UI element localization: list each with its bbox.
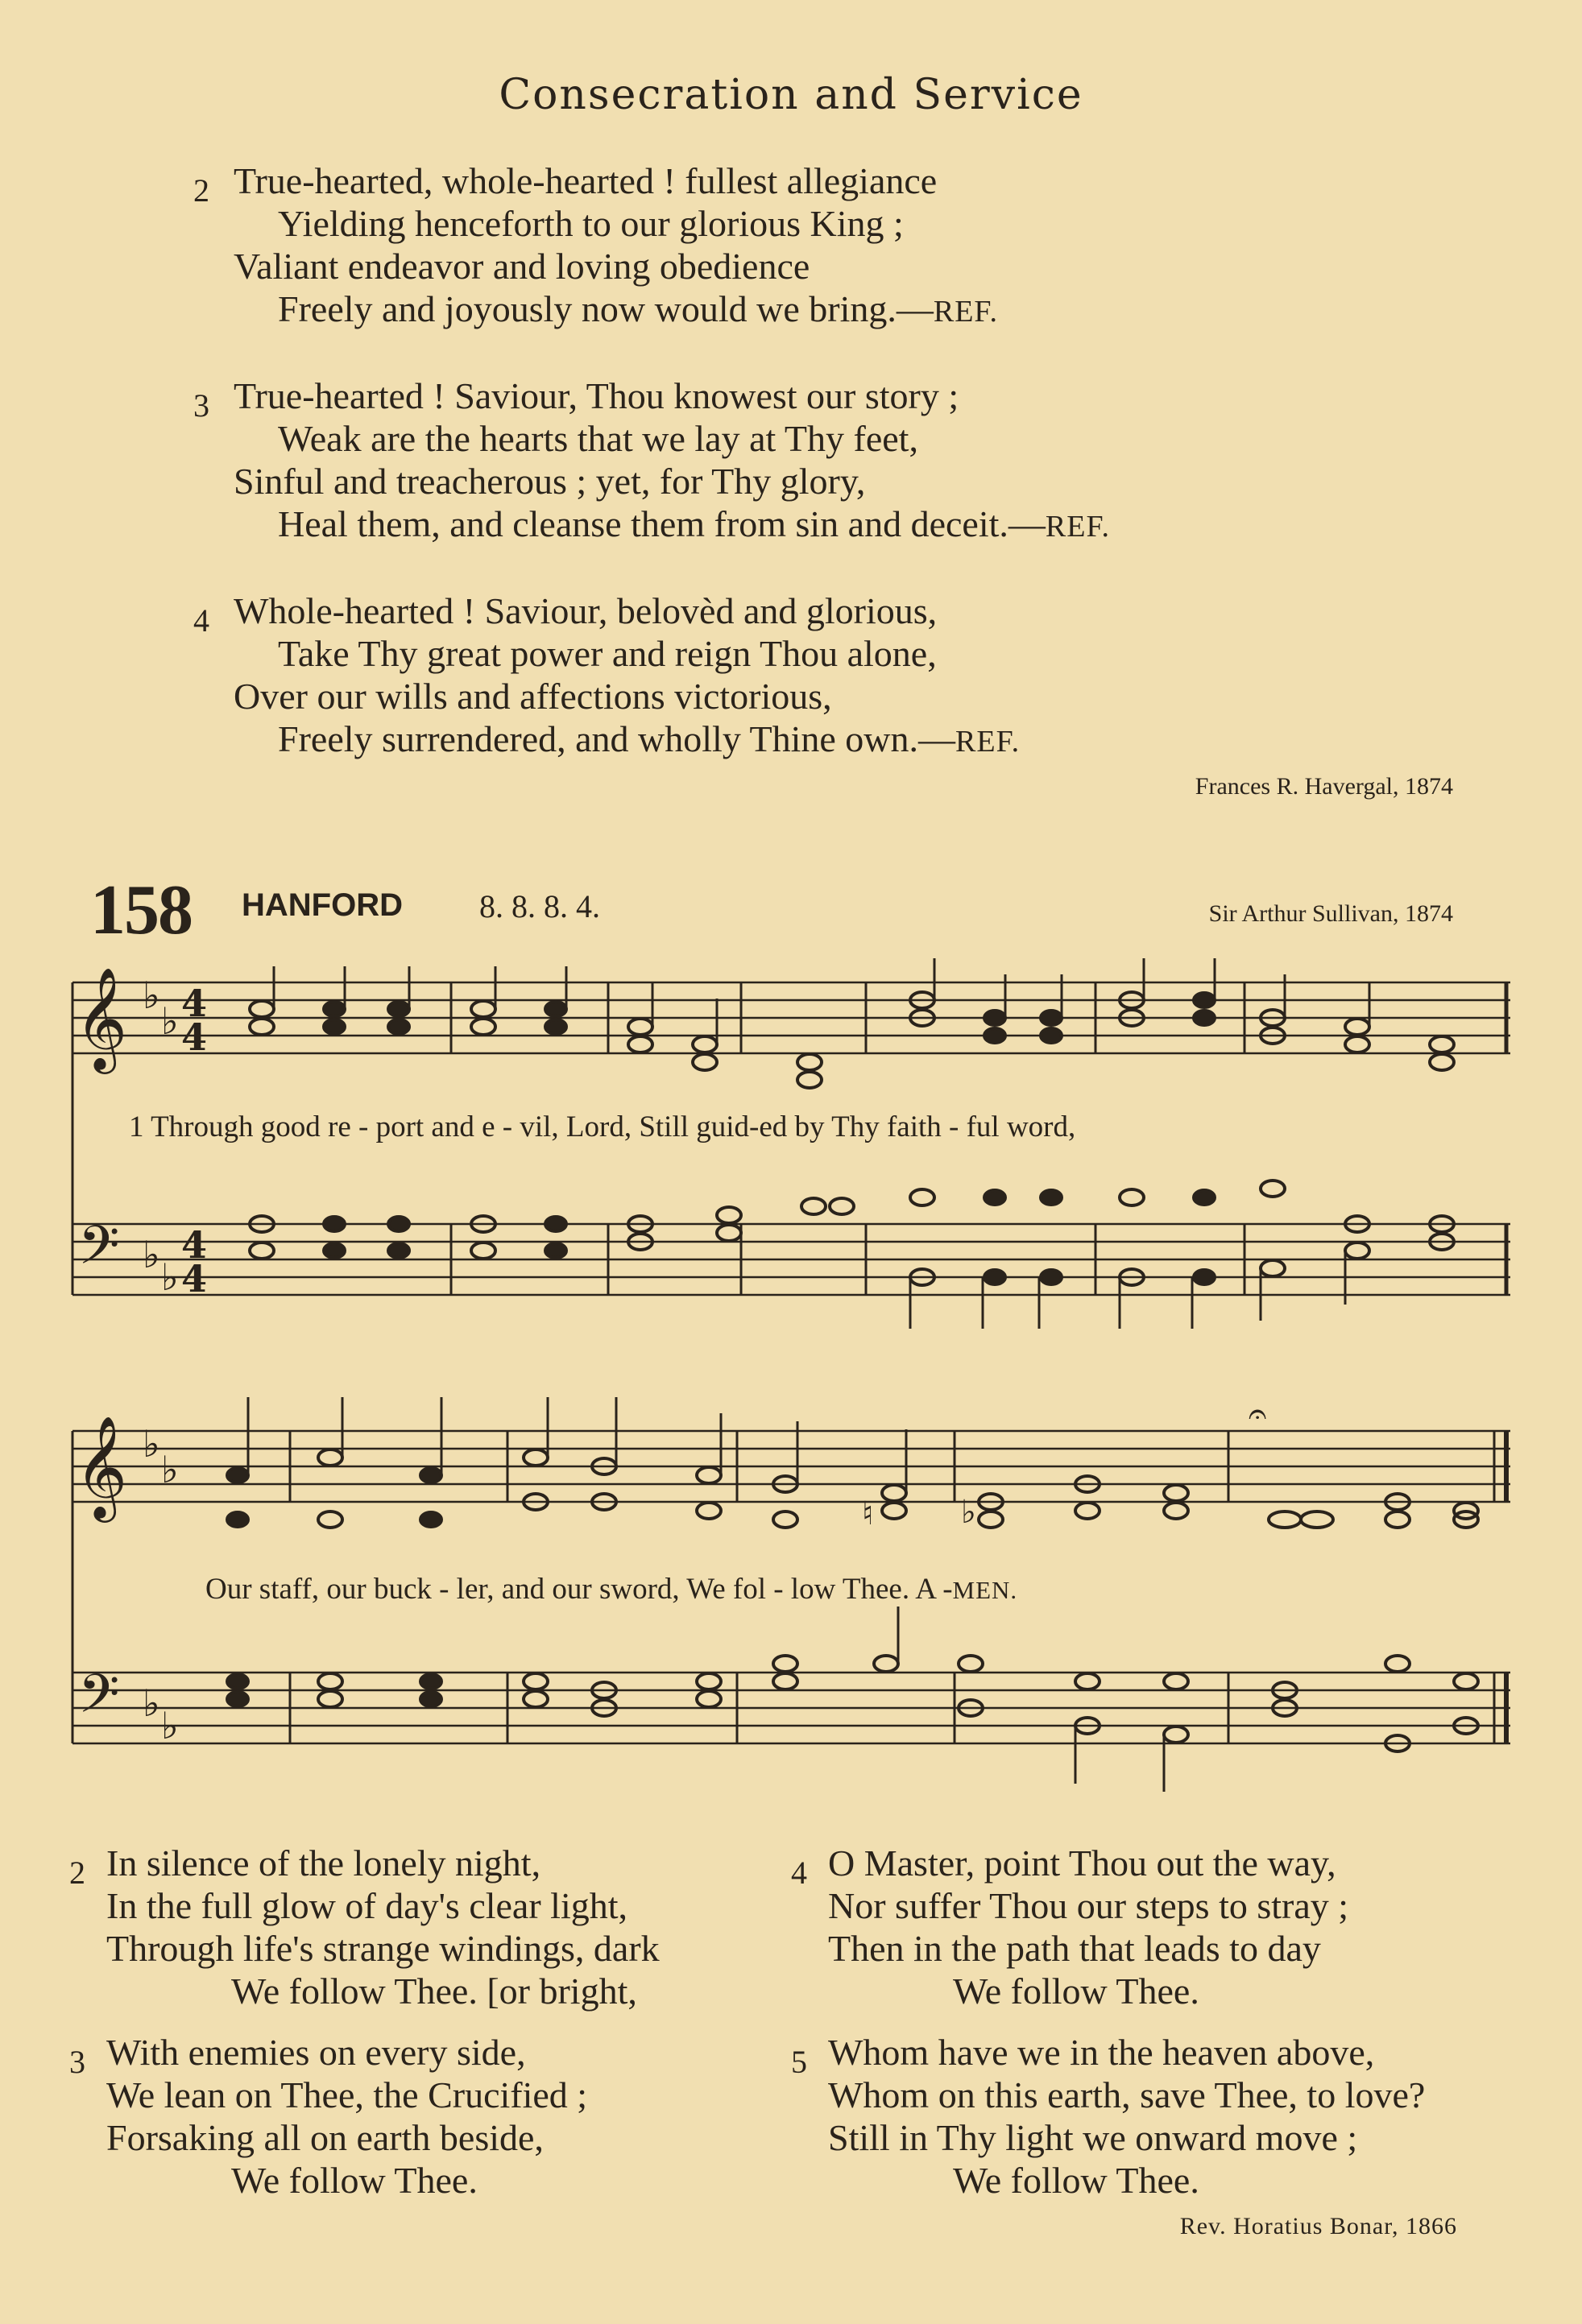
stanza-line: With enemies on every side, (106, 2032, 526, 2073)
stanza-line: Take Thy great power and reign Thou alone, (278, 633, 937, 674)
stanza-line: True-hearted ! Saviour, Thou knowest our story ; (234, 375, 959, 416)
hymn157-author: Frances R. Havergal, 1874 (1195, 773, 1453, 800)
stanza-line: We follow Thee. (953, 1970, 1199, 2012)
stanza-line: Yielding henceforth to our glorious King ; (278, 203, 904, 244)
stanza-line (234, 502, 1110, 548)
treble-staff (72, 982, 1510, 1053)
stanza-line-text: Heal them, and cleanse them from sin and deceit.— (278, 503, 1046, 544)
stanza-line (234, 717, 1020, 763)
bass-clef-icon: 𝄢 (78, 1663, 120, 1738)
bass-staff (72, 1224, 1510, 1295)
accidental-flat-icon (961, 1494, 976, 1531)
stanza-line: Whom have we in the heaven above, (828, 2032, 1375, 2073)
svg-text:♭: ♭ (161, 1448, 179, 1491)
stanza-number: 3 (69, 2044, 85, 2080)
svg-text:♮: ♮ (862, 1495, 874, 1532)
treble-clef-icon: 𝄞 (75, 966, 128, 1069)
meter: 8. 8. 8. 4. (479, 888, 600, 924)
bass-notes (227, 1656, 1478, 1751)
stanza-line: Weak are the hearts that we lay at Thy feet, (278, 418, 918, 459)
svg-text:♭: ♭ (161, 999, 179, 1043)
stanza-line: Nor suffer Thou our steps to stray ; (828, 1885, 1349, 1926)
time-signature-top: 4 (181, 1223, 208, 1267)
hymn158-author: Rev. Horatius Bonar, 1866 (1179, 2213, 1457, 2239)
hymn157-stanza-3 (193, 374, 1111, 548)
stanza-line: Then in the path that leads to day (828, 1928, 1321, 1969)
bass-staff (72, 1673, 1510, 1743)
svg-text:♭: ♭ (961, 1494, 976, 1531)
hymn158-stanza-4 (791, 1842, 1349, 2012)
amen-ending: MEN. (952, 1576, 1018, 1604)
stanza-line: We lean on Thee, the Crucified ; (106, 2074, 588, 2115)
refrain-marker: REF. (933, 295, 999, 329)
hymn-number: 158 (90, 871, 192, 949)
stanza-number: 3 (193, 387, 209, 424)
hymn158-stanza-2 (69, 1842, 660, 2012)
stanza-line: Valiant endeavor and loving obedience (234, 246, 810, 287)
treble-clef-icon: 𝄞 (75, 1415, 128, 1518)
stanza-number: 4 (791, 1855, 807, 1891)
hymn157-stanza-4 (193, 589, 1021, 763)
stanza-line: Still in Thy light we onward move ; (828, 2117, 1358, 2158)
stanza-line: We follow Thee. (953, 2160, 1199, 2201)
svg-text:♭: ♭ (143, 1681, 160, 1725)
bass-clef-icon: 𝄢 (78, 1214, 120, 1289)
svg-text:♭: ♭ (143, 1422, 160, 1466)
svg-text:♭: ♭ (143, 974, 160, 1017)
time-signature-top: 4 (181, 982, 208, 1025)
svg-text:♭: ♭ (161, 1255, 179, 1299)
time-signature-bottom: 4 (181, 1257, 208, 1301)
stanza-line: Sinful and treacherous ; yet, for Thy glory, (234, 461, 866, 502)
stanza-number: 2 (193, 172, 209, 209)
treble-notes (227, 1449, 1478, 1528)
stanza-line: Through life's strange windings, dark (106, 1928, 660, 1969)
hymn158-stanza-3 (69, 2031, 588, 2202)
page-header: Consecration and Service (499, 71, 1083, 119)
accidental-natural-icon (862, 1495, 873, 1532)
stanza-line: Whole-hearted ! Saviour, belovèd and glorious, (234, 590, 938, 631)
hymn157-stanza-2 (193, 159, 999, 333)
composer: Sir Arthur Sullivan, 1874 (1208, 900, 1453, 927)
bass-notes (250, 1181, 1454, 1285)
stanza-line (234, 287, 998, 333)
stanza-line: Over our wills and affections victorious, (234, 676, 832, 717)
stanza-number: 5 (791, 2044, 807, 2080)
stanza-line: We follow Thee. [or bright, (231, 1970, 637, 2012)
tune-name: HANFORD (242, 887, 403, 923)
stanza-line: Whom on this earth, save Thee, to love? (828, 2074, 1426, 2115)
hymn158-stanza-5 (791, 2031, 1426, 2202)
stanza-line-text: Freely and joyously now would we bring.— (278, 288, 934, 329)
fermata-icon: 𝄐 (1249, 1396, 1267, 1433)
stanza-line: O Master, point Thou out the way, (828, 1842, 1336, 1884)
lyrics-line-1: 1 Through good re - port and e - vil, Lord, Still guid-ed by Thy faith - ful word, (129, 1110, 1076, 1143)
refrain-marker: REF. (1045, 510, 1111, 544)
treble-stems (248, 1397, 906, 1493)
lyrics-line-2-words: Our staff, our buck - ler, and our sword, We fol - low Thee. A - (205, 1573, 953, 1606)
time-signature-bottom: 4 (181, 1015, 208, 1059)
stanza-line: Forsaking all on earth beside, (106, 2117, 544, 2158)
stanza-number: 2 (69, 1855, 85, 1891)
treble-notes (250, 992, 1454, 1088)
refrain-marker: REF. (955, 725, 1021, 759)
music-system-1 (68, 958, 1518, 1345)
stanza-line: True-hearted, whole-hearted ! fullest allegiance (234, 160, 938, 201)
lyrics-line-2 (205, 1572, 1017, 1607)
stanza-line-text: Freely surrendered, and wholly Thine own.— (278, 718, 956, 759)
key-signature-flat-icon (143, 1422, 179, 1747)
svg-text:♭: ♭ (143, 1233, 160, 1276)
stanza-line: In the full glow of day's clear light, (106, 1885, 628, 1926)
stanza-line: In silence of the lonely night, (106, 1842, 541, 1884)
stanza-line: We follow Thee. (231, 2160, 478, 2201)
stanza-number: 4 (193, 602, 209, 639)
svg-text:♭: ♭ (161, 1704, 179, 1747)
bass-stems (898, 1607, 1164, 1792)
